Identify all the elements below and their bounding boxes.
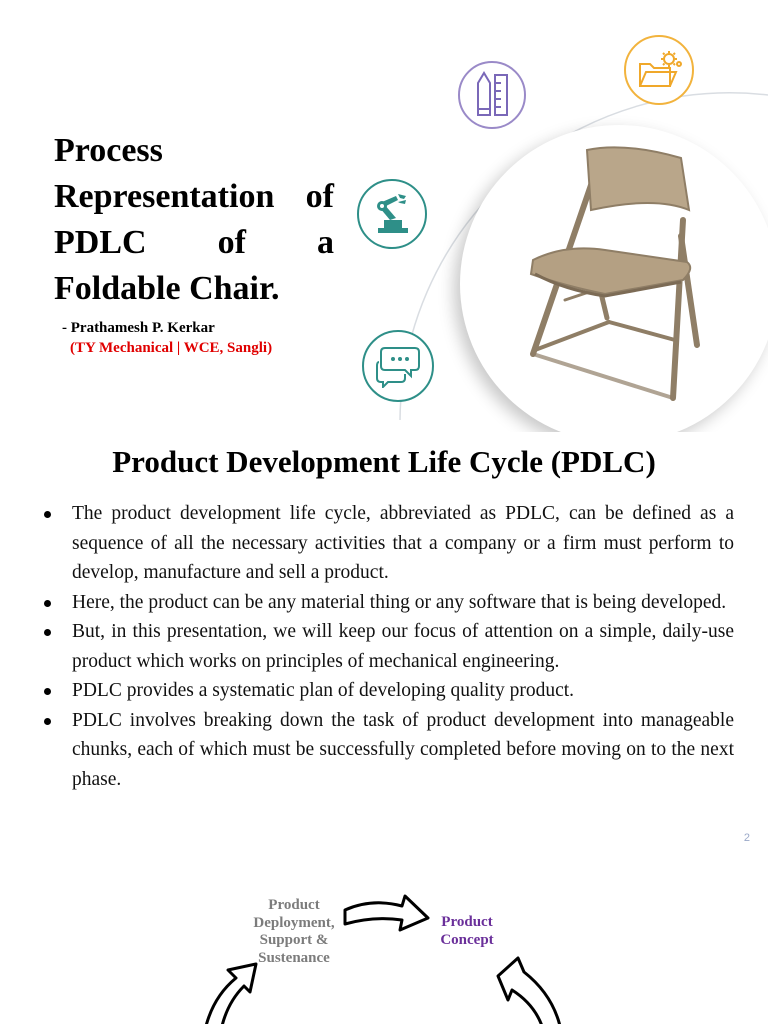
step-label-line: Product [441,914,493,930]
folder-gear-icon [624,35,694,105]
bullet-list [34,499,734,794]
bullet-item: PDLC involves breaking down the task of product development into manageable chunks, each of which must be successfully completed before moving on to the next phase. [34,706,734,795]
step-product-concept [420,914,514,949]
pdlc-definition-slide [0,432,768,854]
folding-chair-image [505,140,715,410]
robot-arm-icon [357,179,427,249]
bullet-item: But, in this presentation, we will keep our focus of attention on a simple, daily-use product which works on principles of mechanical engineering. [34,617,734,676]
title-slide [0,0,768,432]
arrow-up-to-deploy [206,964,256,1024]
presentation-title: Process Representation of PDLC of a Foldable Chair. [54,132,334,307]
bullet-item: The product development life cycle, abbreviated as PDLC, can be defined as a sequence of all the necessary activities that a company or a firm must perform to develop, manufacture and sell a product. [34,499,734,588]
author-affiliation: (TY Mechanical | WCE, Sangli) [70,340,273,356]
step-label-line: Sustenance [258,949,330,966]
arrow-concept-down [498,958,560,1024]
chat-bubbles-icon [362,330,434,402]
slide-heading: Product Development Life Cycle (PDLC) [112,444,656,479]
cycle-arrows [0,854,768,1024]
step-label-line: Support & [259,932,329,948]
step-product-deployment [236,897,352,967]
bullet-item: PDLC provides a systematic plan of developing quality product. [34,676,734,706]
step-label-line: Concept [440,931,494,948]
step-label-line: Deployment, [253,914,335,931]
pdlc-cycle-slide [0,854,768,1024]
tools-icon [458,61,526,129]
bullet-item: Here, the product can be any material thing or any software that is being developed. [34,588,734,618]
arrow-deploy-to-concept [345,896,428,930]
step-label-line: Product [268,897,320,913]
author-name: - Prathamesh P. Kerkar [62,320,215,336]
page-number: 2 [743,832,750,844]
